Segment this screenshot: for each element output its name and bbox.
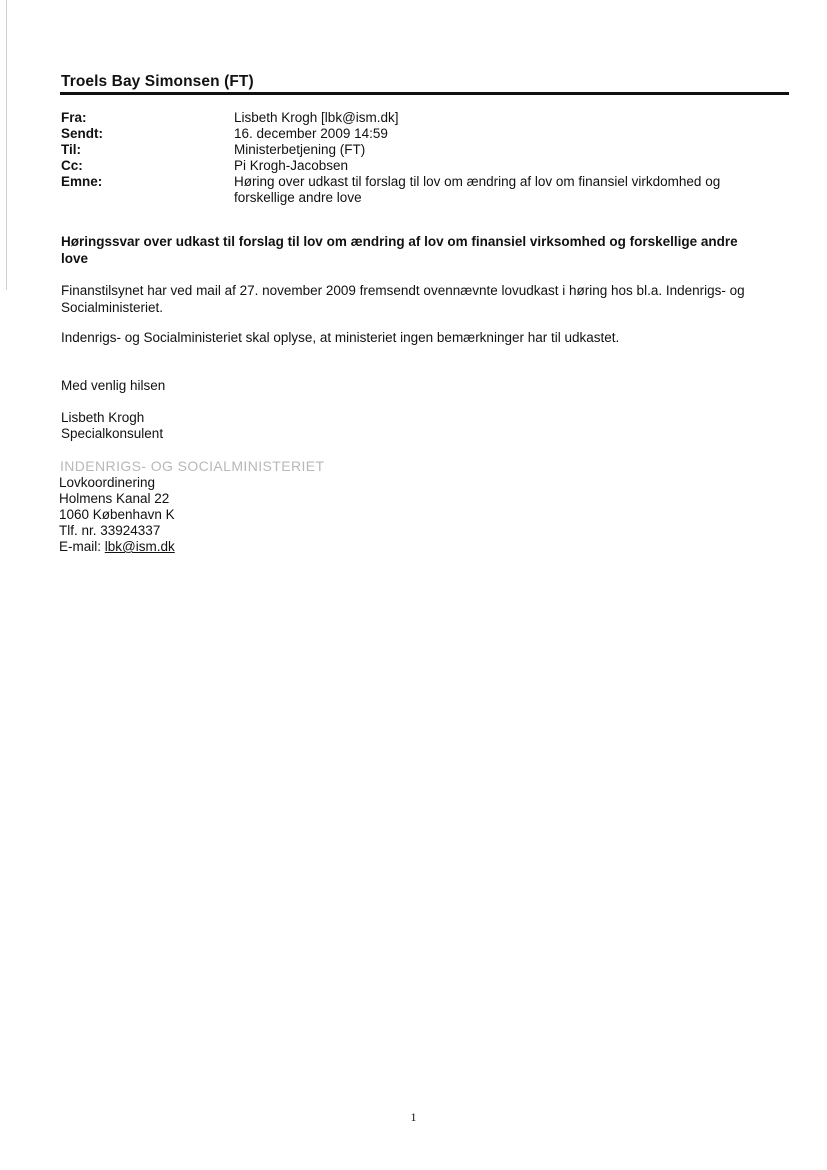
from-label: Fra: bbox=[61, 110, 87, 125]
from-value: Lisbeth Krogh [lbk@ism.dk] bbox=[234, 110, 399, 125]
header-row-subject bbox=[61, 174, 781, 206]
cc-value: Pi Krogh-Jacobsen bbox=[234, 158, 349, 173]
sent-value: 16. december 2009 14:59 bbox=[234, 126, 388, 141]
to-label: Til: bbox=[61, 142, 81, 157]
subject-value-line1: Høring over udkast til forslag til lov om ændring af lov om finansiel virkdomhed og bbox=[234, 174, 721, 189]
contact-block bbox=[59, 475, 175, 555]
ministry-name: INDENRIGS- OG SOCIALMINISTERIET bbox=[60, 458, 325, 474]
cc-label: Cc: bbox=[61, 158, 83, 173]
body-paragraph-1-line1: Finanstilsynet har ved mail af 27. november 2009 fremsendt ovennævnte lovudkast i høring hos bl.a. Indenrigs- og bbox=[61, 283, 745, 298]
email-header bbox=[61, 110, 781, 206]
body-paragraph-2: Indenrigs- og Socialministeriet skal oplyse, at ministeriet ingen bemærkninger har til udkastet. bbox=[61, 330, 620, 345]
body-paragraph-1 bbox=[61, 283, 781, 316]
body-paragraph-1-line2: Socialministeriet. bbox=[61, 299, 164, 315]
subject-value-line2: forskellige andre love bbox=[234, 190, 362, 205]
header-row-from bbox=[61, 110, 781, 126]
sent-label: Sendt: bbox=[61, 126, 103, 141]
header-row-sent bbox=[61, 126, 781, 142]
city-address: 1060 København K bbox=[59, 507, 175, 522]
signer-block bbox=[61, 410, 163, 442]
body-heading bbox=[61, 234, 776, 267]
title-divider bbox=[60, 92, 789, 95]
to-value: Ministerbetjening (FT) bbox=[234, 142, 366, 157]
header-row-to bbox=[61, 142, 781, 158]
page-number: 1 bbox=[410, 1110, 417, 1124]
street-address: Holmens Kanal 22 bbox=[59, 491, 170, 506]
email-link[interactable]: lbk@ism.dk bbox=[104, 539, 175, 554]
phone-number: Tlf. nr. 33924337 bbox=[59, 523, 161, 538]
subject-label: Emne: bbox=[61, 174, 103, 189]
subject-value bbox=[234, 174, 781, 206]
scan-margin-line bbox=[6, 0, 7, 290]
signer-name: Lisbeth Krogh bbox=[61, 410, 145, 425]
body-heading-line1: Høringssvar over udkast til forslag til lov om ændring af lov om finansiel virksomhed og forskellige andre bbox=[61, 234, 738, 249]
sender-title: Troels Bay Simonsen (FT) bbox=[61, 73, 254, 90]
closing-greeting: Med venlig hilsen bbox=[61, 378, 166, 393]
department: Lovkoordinering bbox=[59, 475, 156, 490]
email-label: E-mail: bbox=[59, 539, 105, 554]
header-row-cc bbox=[61, 158, 781, 174]
email-line bbox=[59, 539, 175, 555]
signer-title: Specialkonsulent bbox=[61, 426, 164, 441]
body-heading-line2: love bbox=[61, 250, 89, 266]
